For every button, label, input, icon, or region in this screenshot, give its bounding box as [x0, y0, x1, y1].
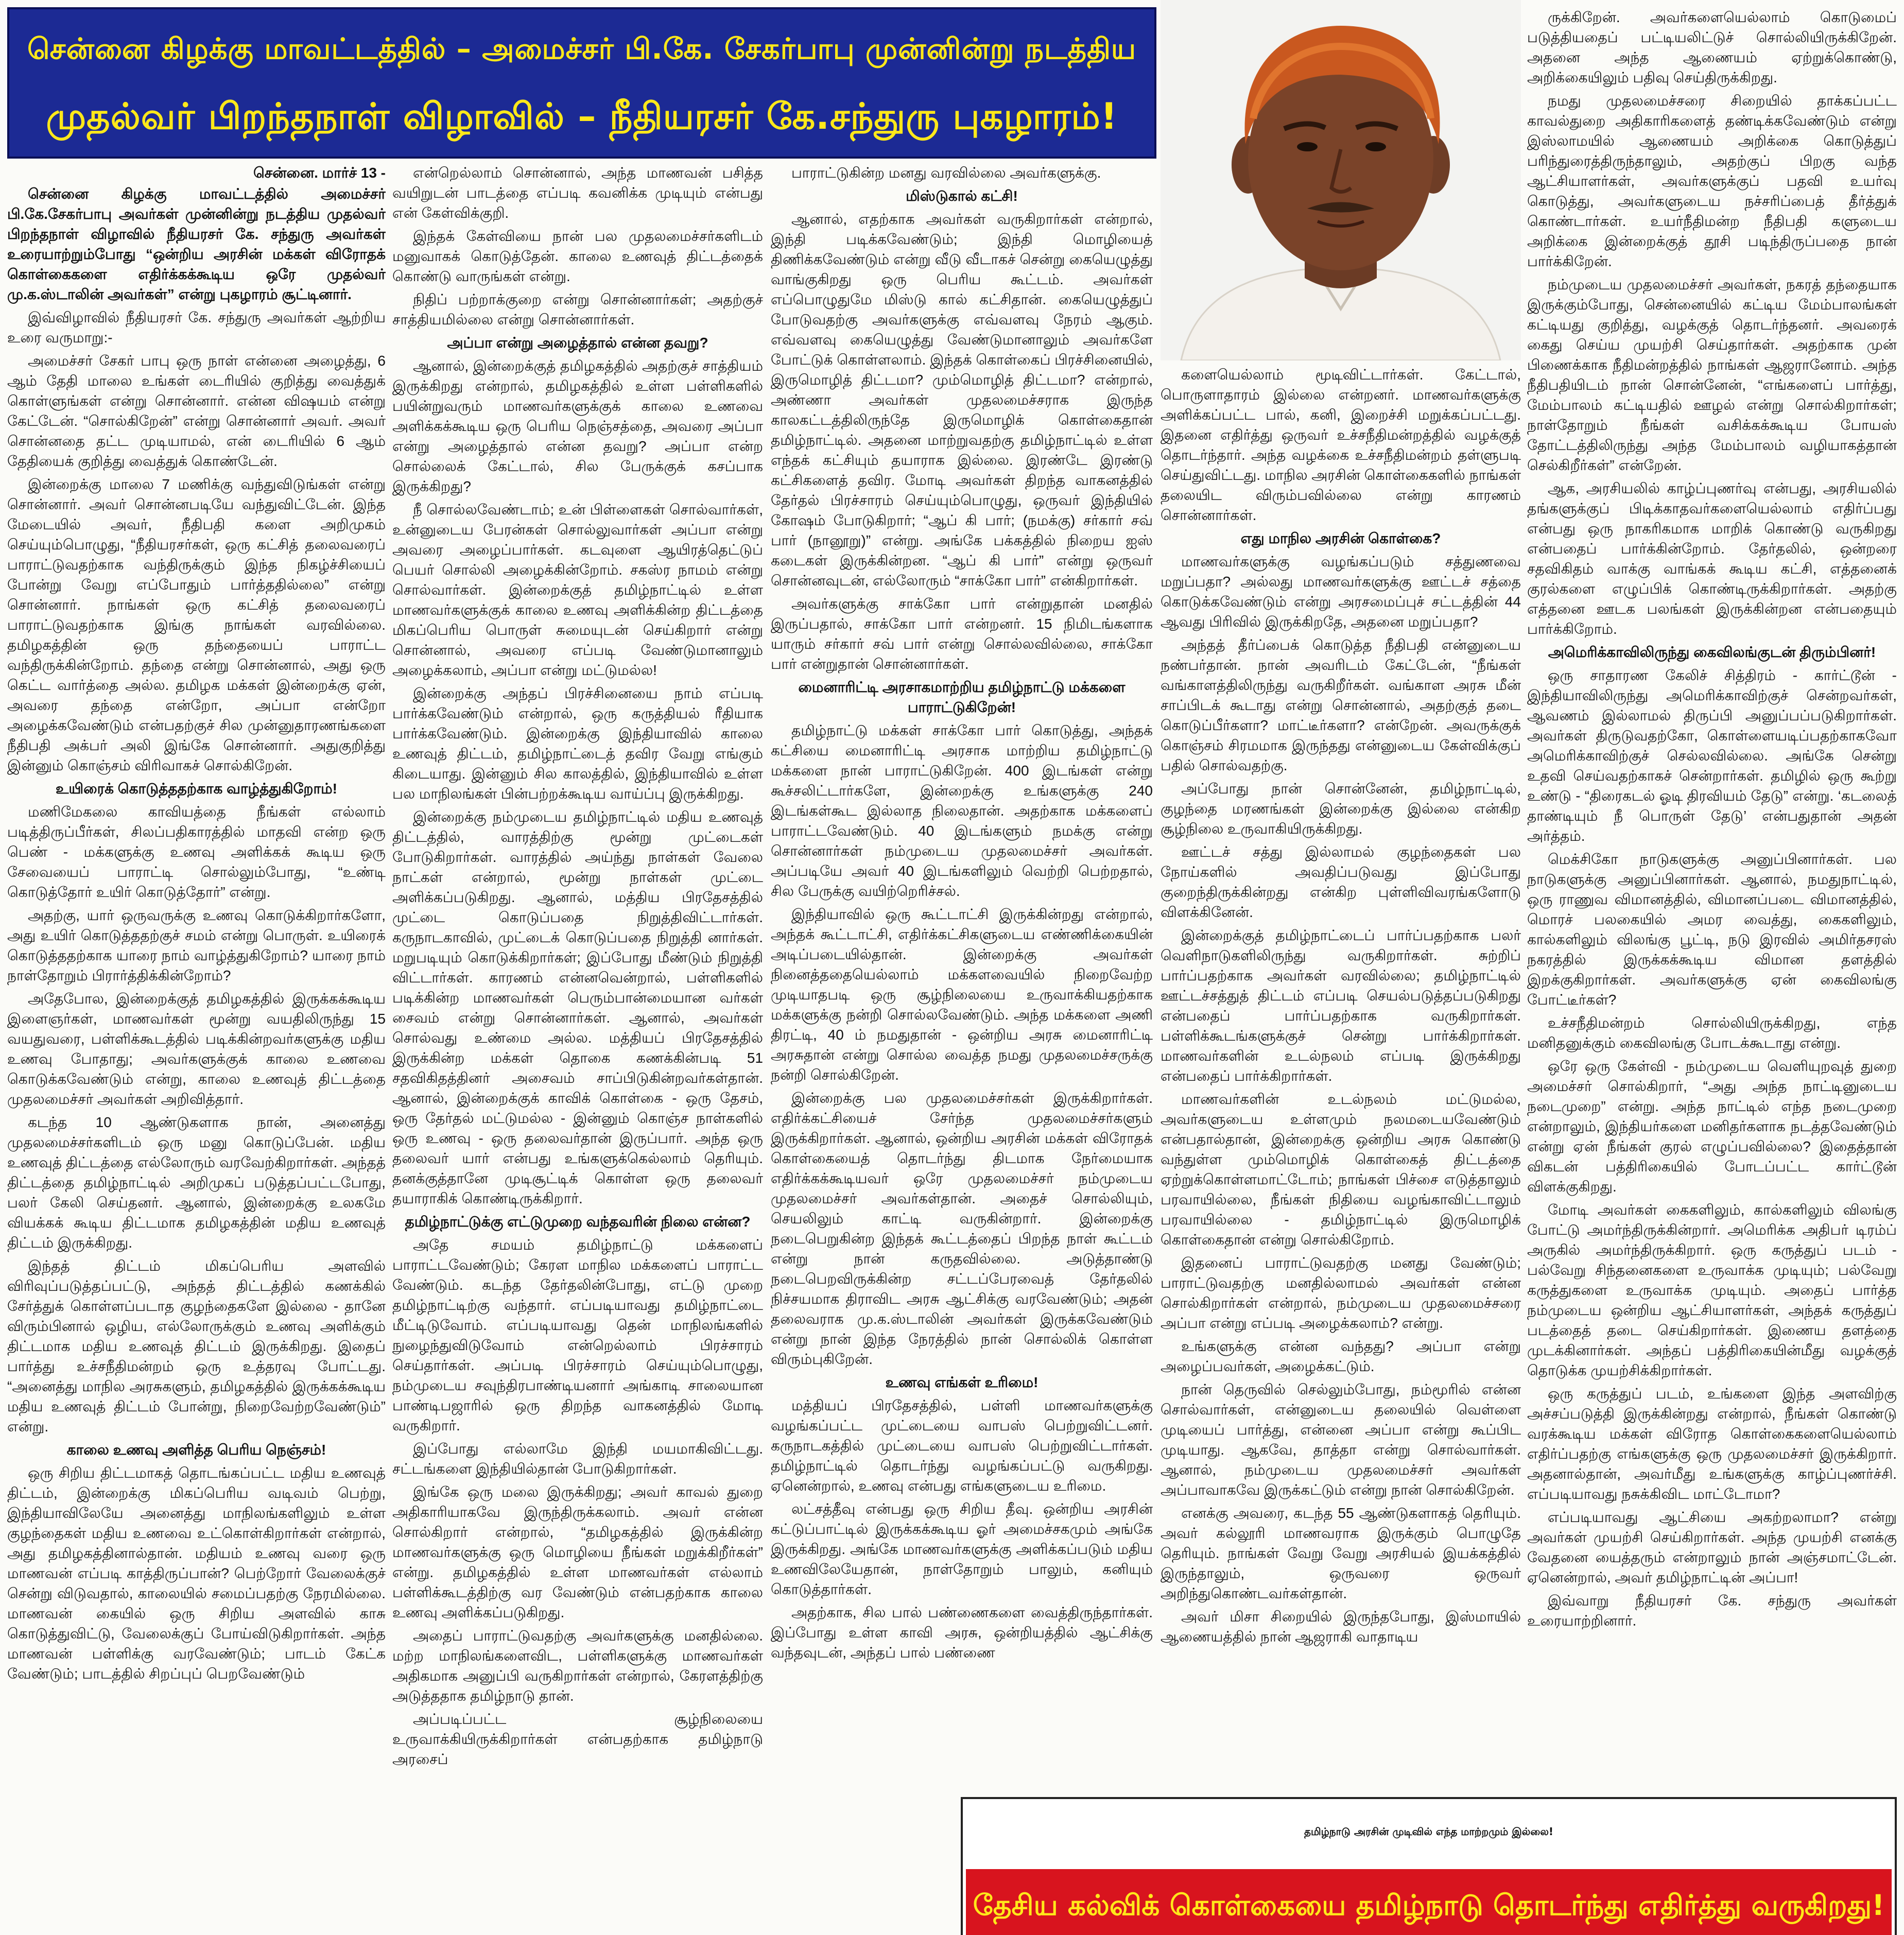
paragraph: உங்களுக்கு என்ன வந்தது? அப்பா என்று அழைப்பவர்கள், அழைக்கட்டும். — [1161, 1338, 1521, 1374]
subheading: உணவு எங்கள் உரிமை! — [885, 1374, 1038, 1390]
announcement-red-strip — [966, 1869, 1892, 1935]
paragraph: ஒரு சிறிய திட்டமாகத் தொடங்கப்பட்ட மதிய உணவுத் திட்டம், இன்றைக்கு மிகப்பெரிய வடிவம் பெற்று, இந்தியாவிலேயே அனைத்து மாநிலங்களிலும் உள்ள குழந்தைகள் மதிய உணவை உட்கொள்கிறார்கள் என்றால், அது தமிழகத்தினால்தான். மதியம் உணவு வரை ஒரு மாணவன் எப்படி காத்திருப்பான்? பெற்றோர் வேலைக்குச் சென்று விடுவதால், காலையில் சமைப்பதற்கு நேரமில்லை. மாணவன் கையில் ஒரு சிறிய அளவில் காசு கொடுத்துவிட்டு, வேலைக்குப் போய்விடுகிறார்கள். அந்த மாணவன் பள்ளிக்கு வரவேண்டும்; பாடம் கேட்க வேண்டும்; பாடத்தில் சிறப்புப் பெறவேண்டும் — [7, 1465, 386, 1682]
portrait-illustration — [1161, 0, 1521, 360]
paragraph: மோடி அவர்கள் கைகளிலும், கால்களிலும் விலங்கு போட்டு அமர்ந்திருக்கின்றார். அமெரிக்க அதிபர் டிரம்ப் அருகில் அமர்ந்திருக்கிறார். ஒரு கருத்துப் படம் - பல்வேறு சிந்தனைகளை உருவாக்க முடியும்; பல்வேறு கருத்துகளை உருவாக்க முடியும். அதைப் பார்த்த நம்முடைய ஒன்றிய ஆட்சியாளர்கள், அந்தக் கருத்துப் படத்தைத் தடை செய்கிறார்கள். இணைய தளத்தை முடக்கினார்கள். அந்தப் பத்திரிகையின்மீது வழக்குத் தொடுக்க முயற்சிக்கிறார்கள். — [1527, 1202, 1897, 1378]
headline-line-1: சென்னை கிழக்கு மாவட்டத்தில் – அமைச்சர் பி.கே. சேகர்பாபு முன்னின்று நடத்திய — [27, 32, 1136, 66]
paragraph: லட்சத்தீவு என்பது ஒரு சிறிய தீவு. ஒன்றிய அரசின் கட்டுப்பாட்டில் இருக்கக்கூடிய ஓர் அமைச்சகமும் அங்கே இருக்கிறது. அங்கே மாணவர்களுக்கு அளிக்கப்படும் மதிய உணவிலேயேதான், நாள்தோறும் பாலும், கனியும் கொடுத்தார்கள். — [771, 1501, 1153, 1597]
article-column-5 — [1527, 7, 1897, 1806]
paragraph: இன்றைக்கு அந்தப் பிரச்சினையை நாம் எப்படி பார்க்கவேண்டும் என்றால், ஒரு கருத்தியல் ரீதியாக பார்க்கவேண்டும். இன்றைக்கு இந்தியாவில் காலை உணவுத் திட்டம், தமிழ்நாட்டைத் தவிர வேறு எங்கும் கிடையாது. இன்னும் சில காலத்தில், இந்தியாவில் உள்ள பல மாநிலங்கள் பின்பற்றக்கூடிய வாய்ப்பு இருக்கிறது. — [392, 685, 763, 802]
paragraph: ஆனால், எதற்காக அவர்கள் வருகிறார்கள் என்றால், இந்தி படிக்கவேண்டும்; இந்தி மொழியைத் திணிக்கவேண்டும் என்று வீடு வீடாகச் சென்று கையெழுத்து வாங்குகிறது ஒரு பெரிய கூட்டம். அவர்கள் எப்பொழுதுமே மிஸ்டு கால் கட்சிதான். கையெழுத்துப் போடுவதற்கு அவர்களுக்கு எவ்வளவு நேரம் ஆகும். எவ்வளவு கையெழுத்து வேண்டுமானாலும் அவர்களே போட்டுக் கொள்ளலாம். இந்தக் கொள்கைப் பிரச்சினையில், இருமொழித் திட்டமா? மும்மொழித் திட்டமா? என்றால், அண்ணா அவர்கள் முதலமைச்சராக இருந்த காலகட்டத்திலிருந்தே இருமொழிக் கொள்கைதான் தமிழ்நாட்டில். அதனை மாற்றுவதற்கு தமிழ்நாட்டில் உள்ள எந்தக் கட்சியும் தயாராக இல்லை. இரண்டே இரண்டு கட்சிகளைத் தவிர. மோடி அவர்கள் திறந்த வாகனத்தில் தேர்தல் பிரச்சாரம் செய்யும்பொழுது, ஒருவர் இந்தியில் கோஷம் போடுகிறார்; “ஆப் கி பார்; (நமக்கு) சர்கார் சவ் பார் (நானூறு)” என்று. அங்கே பக்கத்தில் நிறைய ஐஸ் கடைகள் இருக்கின்றன. “ஆப் கி பார்” என்று ஒருவர் சொன்னவுடன், எல்லோரும் “சாக்கோ பார்” என்கிறார்கள். — [771, 211, 1153, 589]
paragraph: இன்றைக்கு பல முதலமைச்சர்கள் இருக்கிறார்கள். எதிர்க்கட்சியைச் சேர்ந்த முதலமைச்சர்களும் இருக்கிறார்கள். ஆனால், ஒன்றிய அரசின் மக்கள் விரோதக் கொள்கையைத் தொடர்ந்து திடமாக நேர்மையாக எதிர்க்கக்கூடியவர் ஒரே முதலமைச்சர் நம்முடைய முதலமைச்சர் அவர்கள்தான். அதைச் சொல்லியும், செயலிலும் காட்டி வருகின்றார். இன்றைக்கு நடைபெறுகின்ற இந்தக் கூட்டத்தைப் பிறந்த நாள் கூட்டம் என்று நான் கருதவில்லை. அடுத்தாண்டு நடைபெறவிருக்கின்ற சட்டப்பேரவைத் தேர்தலில் நிச்சயமாக திராவிட அரசு ஆட்சிக்கு வரவேண்டும்; அதன் தலைவராக மு.க.ஸ்டாலின் அவர்கள் இருக்கவேண்டும் என்று நான் இந்த நேரத்தில் நான் சொல்லிக் கொள்ள விரும்புகிறேன். — [771, 1090, 1153, 1367]
article-column-3 — [771, 163, 1153, 1935]
paragraph: ஆனால், இன்றைக்குத் தமிழகத்தில் அதற்குச் சாத்தியம் இருக்கிறது என்றால், தமிழகத்தில் உள்ள பள்ளிகளில் பயின்றுவரும் மாணவர்களுக்குக் காலை உணவை அளிக்கக்கூடிய ஒரு பெரிய நெஞ்சத்தை, அவரை அப்பா என்று அழைத்தால் என்ன தவறு? அப்பா என்ற சொல்லைக் கேட்டால், சில பேருக்குக் கசப்பாக இருக்கிறது? — [392, 358, 763, 494]
paragraph: மத்தியப் பிரதேசத்தில், பள்ளி மாணவர்களுக்கு வழங்கப்பட்ட முட்டையை வாபஸ் பெற்றுவிட்டனர். கருநாடகத்தில் முட்டையை வாபஸ் பெற்றுவிட்டார்கள். தமிழ்நாட்டில் தொடர்ந்து வழங்கப்பட்டு வருகிறது. ஏனென்றால், உணவு என்பது எங்களுடைய உரிமை. — [771, 1397, 1153, 1494]
paragraph: தமிழ்நாட்டு மக்கள் சாக்கோ பார் கொடுத்து, அந்தக் கட்சியை மைனாரிட்டி அரசாக மாற்றிய தமிழ்நாட்டு மக்களை நான் பாராட்டுகிறேன். 400 இடங்கள் என்று கூச்சலிட்டார்களே, இன்றைக்கு உங்களுக்கு 240 இடங்கள்கூட இல்லாத நிலைதான். அதற்காக மக்களைப் பாராட்டவேண்டும். 40 இடங்களும் நமக்கு என்று சொன்னார்கள் நம்முடைய முதலமைச்சர் அவர்கள். அப்படியே அவர் 40 இடங்களிலும் வெற்றி பெற்றதால், சில பேருக்கு வயிற்றெரிச்சல். — [771, 722, 1153, 899]
paragraph: அமைச்சர் சேகர் பாபு ஒரு நாள் என்னை அழைத்து, 6 ஆம் தேதி மாலை உங்கள் டைரியில் குறித்து வைத்துக் கொள்ளுங்கள் என்று சொன்னார். என்ன விஷயம் என்று கேட்டேன். “சொல்கிறேன்” என்று சொன்னார் அவர். அவர் சொன்னதை தட்ட முடியாமல், என் டைரியில் 6 ஆம் தேதியைக் குறித்து வைத்துக் கொண்டேன். — [7, 353, 386, 469]
paragraph: ஆக, அரசியலில் காழ்ப்புணர்வு என்பது, அரசியலில் தங்களுக்குப் பிடிக்காதவர்களையெல்லாம் எதிர்ப்பது என்பது ஒரு நாகரிகமாக மாறிக் கொண்டு வருகிறது என்பதைப் பார்க்கின்றோம். தேர்தலில், ஒன்றரை சதவிகிதம் வாக்கு வாங்கக் கூடிய கட்சி, எத்தனைக் குரல்களை எழுப்பிக் கொண்டிருக்கிறார்கள். அதற்கு எத்தனை ஊடக பலங்கள் இருக்கின்றன என்பதையும் பார்க்கிறோம். — [1527, 480, 1897, 637]
announcement-box — [961, 1797, 1897, 1935]
paragraph: ஊட்டச் சத்து இல்லாமல் குழந்தைகள் பல நோய்களில் அவதிப்படுவது இப்போது குறைந்திருக்கின்றது என்கிற புள்ளிவிவரங்களோடு விளக்கினேன். — [1161, 844, 1521, 920]
article-column-1 — [7, 163, 386, 1935]
paragraph: ஒரு கருத்துப் படம், உங்களை இந்த அளவிற்கு அச்சப்படுத்தி இருக்கின்றது என்றால், நீங்கள் கொண்டு வரக்கூடிய மக்கள் விரோத கொள்கைகளையெல்லாம் எதிர்ப்பதற்கு எங்களுக்கு ஒரு முதலமைச்சர் இருக்கிறார். அதனால்தான், அவர்மீது உங்களுக்கு காழ்ப்புணர்ச்சி. எப்படியாவது நசுக்கிவிட மாட்டோமா? — [1527, 1386, 1897, 1502]
article-column-2 — [392, 163, 763, 1935]
subheading: காலை உணவு அளித்த பெரிய நெஞ்சம்! — [66, 1442, 326, 1458]
paragraph: ருக்கிறேன். அவர்களையெல்லாம் கொடுமைப் படுத்தியதைப் பட்டியலிட்டுச் சொல்லியிருக்கிறேன். அதனை அந்த ஆணையம் ஏற்றுக்கொண்டு, அறிக்கையிலும் பதிவு செய்திருக்கிறது. — [1527, 9, 1897, 85]
paragraph: அப்படிப்பட்ட சூழ்நிலையை உருவாக்கியிருக்கிறார்கள் என்பதற்காக தமிழ்நாடு அரசைப் — [392, 1711, 763, 1767]
paragraph: உச்சநீதிமன்றம் சொல்லியிருக்கிறது, எந்த மனிதனுக்கும் கைவிலங்கு போடக்கூடாது என்று. — [1527, 1015, 1897, 1051]
paragraph: அவர்களுக்கு சாக்கோ பார் என்றுதான் மனதில் இருப்பதால், சாக்கோ பார் என்றனர். 15 நிமிடங்களாக யாரும் சர்கார் சவ் பார் என்று சொல்லவில்லை, சாக்கோ பார் என்றுதான் சொன்னார்கள். — [771, 596, 1153, 672]
paragraph: என்றெல்லாம் சொன்னால், அந்த மாணவன் பசித்த வயிறுடன் பாடத்தை எப்படி கவனிக்க முடியும் என்பது என் கேள்விக்குறி. — [392, 165, 763, 221]
paragraph: ஒரு சாதாரண கேலிச் சித்திரம் - கார்ட்டூன் - இந்தியாவிலிருந்து அமெரிக்காவிற்குச் சென்றவர்கள், ஆவணம் இல்லாமல் திருப்பி அனுப்பப்படுகிறார்கள். அவர்கள் திருடுவதற்கோ, கொள்ளையடிப்பதற்காகவோ அமெரிக்காவிற்குச் செல்லவில்லை. அங்கே சென்று உதவி செய்வதற்காகச் சென்றார்கள். தமிழில் ஒரு கூற்று உண்டு - “திரைகடல் ஓடி திரவியம் தேடு” என்று. ‘கடலைத் தாண்டியும் நீ பொருள் தேடு’ என்பதுதான் அதன் அர்த்தம். — [1527, 667, 1897, 844]
paragraph: இங்கே ஒரு மலை இருக்கிறது; அவர் காவல் துறை அதிகாரியாகவே இருந்திருக்கலாம். அவர் என்ன சொல்கிறார் என்றால், “தமிழகத்தில் இருக்கின்ற மாணவர்களுக்கு ஒரு மொழியை நீங்கள் மறுக்கிறீர்கள்” என்று. தமிழகத்தில் உள்ள மாணவர்கள் எல்லாம் பள்ளிக்கூடத்திற்கு வர வேண்டும் என்பதற்காக காலை உணவு அளிக்கப்படுகிறது. — [392, 1484, 763, 1620]
paragraph: அதற்காக, சில பால் பண்ணைகளை வைத்திருந்தார்கள். இப்போது உள்ள காவி அரசு, ஒன்றியத்தில் ஆட்சிக்கு வந்தவுடன், அந்தப் பால் பண்ணை — [771, 1604, 1153, 1661]
paragraph: நான் தெருவில் செல்லும்போது, நம்மூரில் என்ன சொல்வார்கள், என்னுடைய தலையில் வெள்ளை முடியைப் பார்த்து, என்னை அப்பா என்று கூப்பிட முடியாது. ஆகவே, தாத்தா என்று சொல்வார்கள். ஆனால், நம்முடைய முதலமைச்சர் அவர்கள் அப்பாவாகவே இருக்கட்டும் என்று நான் சொல்கிறேன். — [1161, 1381, 1521, 1498]
headline-line-2: முதல்வர் பிறந்தநாள் விழாவில் – நீதியரசர் கே.சந்துரு புகழாரம்! — [46, 95, 1118, 137]
paragraph: அவர் மிசா சிறையில் இருந்தபோது, இஸ்மாயில் ஆணையத்தில் நான் ஆஜராகி வாதாடிய — [1161, 1609, 1521, 1645]
paragraph: இவ்விழாவில் நீதியரசர் கே. சந்துரு அவர்கள் ஆற்றிய உரை வருமாறு:- — [7, 309, 386, 345]
subheading: எது மாநில அரசின் கொள்கை? — [1240, 530, 1441, 546]
paragraph: அதற்கு, யார் ஒருவருக்கு உணவு கொடுக்கிறார்களோ, அது உயிர் கொடுத்ததற்குச் சமம் என்று பொருள். உயிரைக் கொடுத்ததற்காக யாரை நாம் வாழ்த்துகிறோம்? யாரை நாம் நாள்தோறும் பிரார்த்திக்கின்றோம்? — [7, 907, 386, 983]
paragraph: மணிமேகலை காவியத்தை நீங்கள் எல்லாம் படித்திருப்பீர்கள், சிலப்பதிகாரத்தில் மாதவி என்ற ஒரு பெண் - மக்களுக்கு உணவு அளிக்கக் கூடிய ஒரு சேவையைப் பாராட்டி சொல்லும்போது, “உண்டி கொடுத்தோர் உயிர் கொடுத்தோர்” என்று. — [7, 804, 386, 900]
subheading: அப்பா என்று அழைத்தால் என்ன தவறு? — [447, 335, 708, 351]
paragraph: இன்றைக்கு நம்முடைய தமிழ்நாட்டில் மதிய உணவுத் திட்டத்தில், வாரத்திற்கு மூன்று முட்டைகள் போடுகிறார்கள். வாரத்தில் அய்ந்து நாள்கள் வேலை நாட்கள் என்றால், மூன்று நாள்கள் முட்டை அளிக்கப்படுகிறது. ஆனால், மத்திய பிரதேசத்தில் முட்டை கொடுப்பதை நிறுத்திவிட்டார்கள். கருநாடகாவில், முட்டைக் கொடுப்பதை நிறுத்தி னார்கள். மறுபடியும் கொடுக்கிறார்கள்; இப்போது மீண்டும் நிறுத்தி விட்டார்கள். காரணம் என்னவென்றால், பள்ளிகளில் படிக்கின்ற மாணவர்கள் பெரும்பான்மையான வர்கள் சைவம் என்று சொன்னார்கள். ஆனால், அவர்கள் சொல்வது உண்மை அல்ல. மத்தியப் பிரதேசத்தில் இருக்கின்ற மக்கள் தொகை கணக்கின்படி 51 சதவிகிதத்தினர் அசைவம் சாப்பிடுகின்றவர்கள்தான். ஆனால், இன்றைக்குக் காவிக் கொள்கை - ஒரு தேசம், ஒரு தேர்தல் மட்டுமல்ல - இன்னும் கொஞ்ச நாள்களில் ஒரு உணவு - ஒரு தலைவர்தான் இருப்பார். அந்த ஒரு தலைவர் யார் என்பது உங்களுக்கெல்லாம் தெரியும். தனக்குத்தானே முடிசூட்டிக் கொள்ள ஒரு தலைவர் தயாராகிக் கொண்டிருக்கிறார். — [392, 809, 763, 1206]
paragraph: நமது முதலமைச்சரை சிறையில் தாக்கப்பட்ட காவல்துறை அதிகாரிகளைத் தண்டிக்கவேண்டும் என்று இஸ்லாமயில் ஆணையம் அறிக்கை கொடுத்துப் பரிந்துரைத்திருந்தாலும், அதற்குப் பிறகு வந்த ஆட்சியாளர்கள், அவர்களுக்குப் பதவி உயர்வு கொடுத்து, அவர்களுடைய நச்சரிப்பைத் தீர்த்துக் கொண்டார்கள். உயர்நீதிமன்ற நீதிபதி களுடைய அறிக்கை இன்றைக்குத் தூசி படிந்திருப்பதை நான் பார்க்கிறேன். — [1527, 93, 1897, 269]
paragraph: எப்படியாவது ஆட்சியை அகற்றலாமா? என்று அவர்கள் முயற்சி செய்கிறார்கள். அந்த முயற்சி எனக்கு வேதனை யைத்தரும் என்றாலும் நான் அஞ்சமாட்டேன். ஏனென்றால், அவர் தமிழ்நாட்டின் அப்பா! — [1527, 1509, 1897, 1585]
paragraph: இந்தக் கேள்வியை நான் பல முதலமைச்சர்களிடம் மனுவாகக் கொடுத்தேன். காலை உணவுத் திட்டத்தைக் கொண்டு வாருங்கள் என்று. — [392, 228, 763, 284]
paragraph: இந்தியாவில் ஒரு கூட்டாட்சி இருக்கின்றது என்றால், அந்தக் கூட்டாட்சி, எதிர்க்கட்சிகளுடைய எண்ணிக்கையின் அடிப்படையில்தான். இன்றைக்கு அவர்கள் நினைத்ததையெல்லாம் மக்களவையில் நிறைவேற்ற முடியாதபடி ஒரு சூழ்நிலையை உருவாக்கியதற்காக மக்களுக்கு நன்றி சொல்லவேண்டும். அந்த மக்களை அணி திரட்டி, 40 ம் நமதுதான் - ஒன்றிய அரசு மைனாரிட்டி அரசுதான் என்று சொல்ல வைத்த நமது முதலமைச்சருக்கு நன்றி சொல்கிறேன். — [771, 906, 1153, 1083]
subheading: மைனாரிட்டி அரசாகமாற்றிய தமிழ்நாட்டு மக்களை பாராட்டுகிறேன்! — [798, 679, 1126, 715]
lead-paragraph: சென்னை கிழக்கு மாவட்டத்தில் அமைச்சர் பி.கே.சேகர்பாபு அவர்கள் முன்னின்று நடத்திய முதல்வர் பிறந்தநாள் விழாவில் நீதியரசர் கே. சந்துரு அவர்கள் உரையாற்றும்போது “ஒன்றிய அரசின் மக்கள் விரோதக் கொள்கைகளை எதிர்க்கக்கூடிய ஒரே முதல்வர் மு.க.ஸ்டாலின் அவர்கள்” என்று புகழாரம் சூட்டினார். — [7, 186, 386, 302]
subheading: உயிரைக் கொடுத்ததற்காக வாழ்த்துகிறோம்! — [56, 781, 337, 797]
subheading: அமெரிக்காவிலிருந்து கைவிலங்குடன் திரும்பினர்! — [1548, 644, 1876, 660]
paragraph: இன்றைக்குத் தமிழ்நாட்டைப் பார்ப்பதற்காக பலர் வெளிநாடுகளிலிருந்து வருகிறார்கள். சுற்றிப் பார்ப்பதற்காக அவர்கள் வரவில்லை; தமிழ்நாட்டில் ஊட்டச்சத்துத் திட்டம் எப்படி செயல்படுத்தப்படுகிறது என்பதைப் பார்ப்பதற்காக வருகிறார்கள். பள்ளிக்கூடங்களுக்குச் சென்று பார்க்கிறார்கள். மாணவர்களின் உடல்நலம் எப்படி இருக்கிறது என்பதைப் பார்க்கிறார்கள். — [1161, 927, 1521, 1084]
paragraph: அப்போது நான் சொன்னேன், தமிழ்நாட்டில், குழந்தை மரணங்கள் இன்றைக்கு இல்லை என்கிற சூழ்நிலை உருவாகியிருக்கிறது. — [1161, 781, 1521, 837]
article-column-4 — [1161, 365, 1521, 1808]
subheading: தமிழ்நாட்டுக்கு எட்டுமுறை வந்தவரின் நிலை என்ன? — [405, 1214, 751, 1230]
dateline: சென்னை. மார்ச் 13 - — [253, 165, 386, 181]
paragraph: எனக்கு அவரை, கடந்த 55 ஆண்டுகளாகத் தெரியும். அவர் கல்லூரி மாணவராக இருக்கும் பொழுதே தெரியும். நாங்கள் வேறு வேறு அரசியல் இயக்கத்தில் இருந்தாலும், ஒருவரை ஒருவர் அறிந்துகொண்டவர்கள்தான். — [1161, 1505, 1521, 1601]
paragraph: அதைப் பாராட்டுவதற்கு அவர்களுக்கு மனதில்லை. மற்ற மாநிலங்களைவிட, பள்ளிகளுக்கு மாணவர்கள் அதிகமாக அனுப்பி வருகிறார்கள் என்றால், கேரளத்திற்கு அடுத்ததாக தமிழ்நாடு தான். — [392, 1628, 763, 1704]
paragraph: நீ சொல்லவேண்டாம்; உன் பிள்ளைகள் சொல்வார்கள், உன்னுடைய பேரன்கள் சொல்லுவார்கள் அப்பா என்று அவரை அழைப்பார்கள். கடவுளை ஆயிரத்தெட்டுப் பெயர் சொல்லி அழைக்கின்றோம். சகஸ்ர நாமம் என்று சொல்வார்கள். இன்றைக்குத் தமிழ்நாட்டில் உள்ள மாணவர்களுக்குக் காலை உணவு அளிக்கின்ற திட்டத்தை மிகப்பெரிய பொருள் சுமையுடன் செய்கிறார் என்று சொன்னால், அவரை எப்படி வேண்டுமானாலும் அழைக்கலாம், அப்பா என்று மட்டுமல்ல! — [392, 502, 763, 678]
announcement-subtitle: தேசிய கல்விக் கொள்கையை தமிழ்நாடு தொடர்ந்து எதிர்த்து வருகிறது! — [973, 1889, 1885, 1922]
paragraph: மாணவர்களுக்கு வழங்கப்படும் சத்துணவை மறுப்பதா? அல்லது மாணவர்களுக்கு ஊட்டச் சத்தை கொடுக்கவேண்டும் என்று அரசமைப்புச் சட்டத்தின் 44 ஆவது பிரிவில் இருக்கிறதே, அதனை மறுப்பதா? — [1161, 554, 1521, 630]
subheading: மிஸ்டுகால் கட்சி! — [906, 188, 1018, 204]
paragraph: அதேபோல, இன்றைக்குத் தமிழகத்தில் இருக்கக்கூடிய இளைஞர்கள், மாணவர்கள் மூன்று வயதிலிருந்து 15 வயதுவரை, பள்ளிக்கூடத்தில் படிக்கின்றவர்களுக்கு மதிய உணவு போதாது; அவர்களுக்குக் காலை உணவை கொடுக்கவேண்டும் என்று, காலை உணவுத் திட்டத்தை முதலமைச்சர் அவர்கள் அறிவித்தார். — [7, 991, 386, 1107]
announcement-title: தமிழ்நாடு அரசின் முடிவில் எந்த மாற்றமும் இல்லை! — [1304, 1825, 1554, 1838]
paragraph: நம்முடைய முதலமைச்சர் அவர்கள், நகரத் தந்தையாக இருக்கும்போது, சென்னையில் கட்டிய மேம்பாலங்கள் கட்டியது குறித்து, வழக்குத் தொடர்ந்தனர். அவரைக் கைது செய்ய முயற்சி செய்தார்கள். அதற்காக முன் பிணைக்காக நீதிமன்றத்தில் நாங்கள் ஆஜரானோம். அந்த நீதிபதியிடம் நான் சொன்னேன், “எங்களைப் பார்த்து, மேம்பாலம் கட்டியதில் ஊழல் என்று சொல்கிறார்கள்; நாள்தோறும் நீங்கள் வசிக்கக்கூடிய போயஸ் தோட்டத்திலிருந்து அந்த மேம்பாலம் வழியாகத்தான் செல்கிறீர்கள்” என்றேன். — [1527, 277, 1897, 473]
paragraph: கடந்த 10 ஆண்டுகளாக நான், அனைத்து முதலமைச்சர்களிடம் ஒரு மனு கொடுப்பேன். மதிய உணவுத் திட்டத்தை எல்லோரும் வரவேற்கிறார்கள். அந்தத் திட்டத்தை தமிழ்நாட்டில் அறிமுகப் படுத்தப்பட்டபோது, பலர் கேலி செய்தனர். ஆனால், இன்றைக்கு உலகமே வியக்கக் கூடிய திட்டமாக தமிழகத்தின் மதிய உணவுத் திட்டம் இருக்கிறது. — [7, 1114, 386, 1251]
paragraph: இதனைப் பாராட்டுவதற்கு மனது வேண்டும்; பாராட்டுவதற்கு மனதில்லாமல் அவர்கள் என்ன சொல்கிறார்கள் என்றால், நம்முடைய முதலமைச்சரை அப்பா என்று எப்படி அழைக்கலாம்? என்று. — [1161, 1255, 1521, 1331]
paragraph: மாணவர்களின் உடல்நலம் மட்டுமல்ல, அவர்களுடைய உள்ளமும் நலமடையவேண்டும் என்பதால்தான், இன்றைக்கு ஒன்றிய அரசு கொண்டு வந்துள்ள மும்மொழிக் கொள்கைத் திட்டத்தை ஏற்றுக்கொள்ளமாட்டோம்; நாங்கள் பிச்சை எடுத்தாலும் பரவாயில்லை, நீங்கள் நிதியை வழங்காவிட்டாலும் பரவாயில்லை - தமிழ்நாட்டில் இருமொழிக் கொள்கைதான் என்று சொல்கிறோம். — [1161, 1091, 1521, 1248]
paragraph: இந்தத் திட்டம் மிகப்பெரிய அளவில் விரிவுப்படுத்தப்பட்டு, அந்தத் திட்டத்தில் கணக்கில் சேர்த்துக் கொள்ளப்படாத குழந்தைகளே இல்லை - தானே விரும்பினால் ஒழிய, எல்லோருக்கும் உணவு அளிக்கும் திட்டமாக மதிய உணவுத் திட்டம் இருக்கிறது. இதைப் பார்த்து உச்சநீதிமன்றம் ஒரு உத்தரவு போட்டது. “அனைத்து மாநில அரசுகளும், தமிழகத்தில் இருக்கக்கூடிய மதிய உணவுத் திட்டம் போன்று, நிறைவேற்றவேண்டும்” என்று. — [7, 1258, 386, 1435]
paragraph: மெக்சிகோ நாடுகளுக்கு அனுப்பினார்கள். பல நாடுகளுக்கு அனுப்பினார்கள். ஆனால், நமதுநாட்டில், ஒரு ராணுவ விமானத்தில், விமானப்படை விமானத்தில், மொரச் பலகையில் அமர வைத்து, கைகளிலும், கால்களிலும் விலங்கு பூட்டி, நடு இரவில் அமிர்தசரஸ் நகரத்தில் இருக்கக்கூடிய விமான தளத்தில் இறக்குகிறார்கள். அவர்களுக்கு ஏன் கைவிலங்கு போட்டீர்கள்? — [1527, 851, 1897, 1008]
paragraph: இன்றைக்கு மாலை 7 மணிக்கு வந்துவிடுங்கள் என்று சொன்னார். அவர் சொன்னபடியே வந்துவிட்டேன். இந்த மேடையில் அவர், நீதிபதி களை அறிமுகம் செய்யும்பொழுது, “நீதியரசர்கள், ஒரு கட்சித் தலைவரைப் பாராட்டுவதற்காக வந்திருக்கும் இந்த நிகழ்ச்சியைப் போன்று வேறு எப்போதும் பார்த்ததில்லை” என்று சொன்னார். நாங்கள் ஒரு கட்சித் தலைவரைப் பாராட்டுவதற்காக இங்கு நாங்கள் வரவில்லை. தமிழகத்தின் ஒரு தந்தையைப் பாராட்ட வந்திருக்கின்றோம். தந்தை என்று சொன்னால், அது ஒரு கெட்ட வார்த்தை அல்ல. தமிழக மக்கள் இன்றைக்கு ஏன், அவரை தந்தை என்றோ, அப்பா என்றோ அழைக்கவேண்டும் என்பதற்குச் சில முன்னுதாரணங்களை நீதிபதி அக்பர் அலி இங்கே சொன்னார். அதுகுறித்து இன்னும் கொஞ்சம் விரிவாகச் சொல்கிறேன். — [7, 476, 386, 773]
paragraph: இப்போது எல்லாமே இந்தி மயமாகிவிட்டது. சட்டங்களை இந்தியில்தான் போடுகிறார்கள். — [392, 1441, 763, 1477]
speaker-portrait-photo — [1161, 0, 1521, 360]
paragraph: ஒரே ஒரு கேள்வி - நம்முடைய வெளியுறவுத் துறை அமைச்சர் சொல்கிறார், “அது அந்த நாட்டினுடைய நடைமுறை” என்று. அந்த நாட்டில் எந்த நடைமுறை என்றாலும், இந்தியர்களை மனிதர்களாக நடத்தவேண்டும் என்று ஏன் நீங்கள் குரல் எழுப்பவில்லை? இதைத்தான் விகடன் பத்திரிகையில் போடப்பட்ட கார்ட்டூன் விளக்குகிறது. — [1527, 1058, 1897, 1195]
paragraph: களையெல்லாம் மூடிவிட்டார்கள். கேட்டால், பொருளாதாரம் இல்லை என்றனர். மாணவர்களுக்கு அளிக்கப்பட்ட பால், கனி, இறைச்சி மறுக்கப்பட்டது. இதனை எதிர்த்து ஒருவர் உச்சநீதிமன்றத்தில் வழக்குத் தொடர்ந்தார். அந்த வழக்கை உச்சநீதிமன்றம் தள்ளுபடி செய்துவிட்டது. மாநில அரசின் கொள்கைகளில் நாங்கள் தலையிட விரும்பவில்லை என்று காரணம் சொன்னார்கள். — [1161, 367, 1521, 523]
paragraph: பாராட்டுகின்ற மனது வரவில்லை அவர்களுக்கு. — [791, 165, 1101, 181]
headline-banner — [7, 7, 1156, 159]
paragraph: அதே சமயம் தமிழ்நாட்டு மக்களைப் பாராட்டவேண்டும்; கேரள மாநில மக்களைப் பாராட்ட வேண்டும். கடந்த தேர்தலின்போது, எட்டு முறை தமிழ்நாட்டிற்கு வந்தார். எப்படியாவது தமிழ்நாட்டை மீட்டிடுவோம். எப்படியாவது தென் மாநிலங்களில் நுழைந்துவிடுவோம் என்றெல்லாம் பிரச்சாரம் செய்தார்கள். அப்படி பிரச்சாரம் செய்யும்பொழுது, நம்முடைய சவுந்திரபாண்டியனார் அங்காடி சாலையான பாண்டிபஜாரில் ஒரு திறந்த வாகனத்தில் மோடி வருகிறார். — [392, 1237, 763, 1433]
paragraph: நிதிப் பற்றாக்குறை என்று சொன்னார்கள்; அதற்குச் சாத்தியமில்லை என்று சொன்னார்கள். — [392, 291, 763, 327]
paragraph: அந்தத் தீர்ப்பைக் கொடுத்த நீதிபதி என்னுடைய நண்பர்தான். நான் அவரிடம் கேட்டேன், “நீங்கள் வங்காளத்திலிருந்து வருகிறீர்கள். வங்காள அரசு மீன் சாப்பிடக் கூடாது என்று சொன்னால், அதற்குத் தடை கொடுப்பீர்களா? மாட்டீர்களா? என்றேன். அவருக்குக் கொஞ்சம் சிரமமாக இருந்தது என்னுடைய கேள்விக்குப் பதில் சொல்வதற்கு. — [1161, 637, 1521, 773]
paragraph: இவ்வாறு நீதியரசர் கே. சந்துரு அவர்கள் உரையாற்றினார். — [1527, 1593, 1897, 1629]
